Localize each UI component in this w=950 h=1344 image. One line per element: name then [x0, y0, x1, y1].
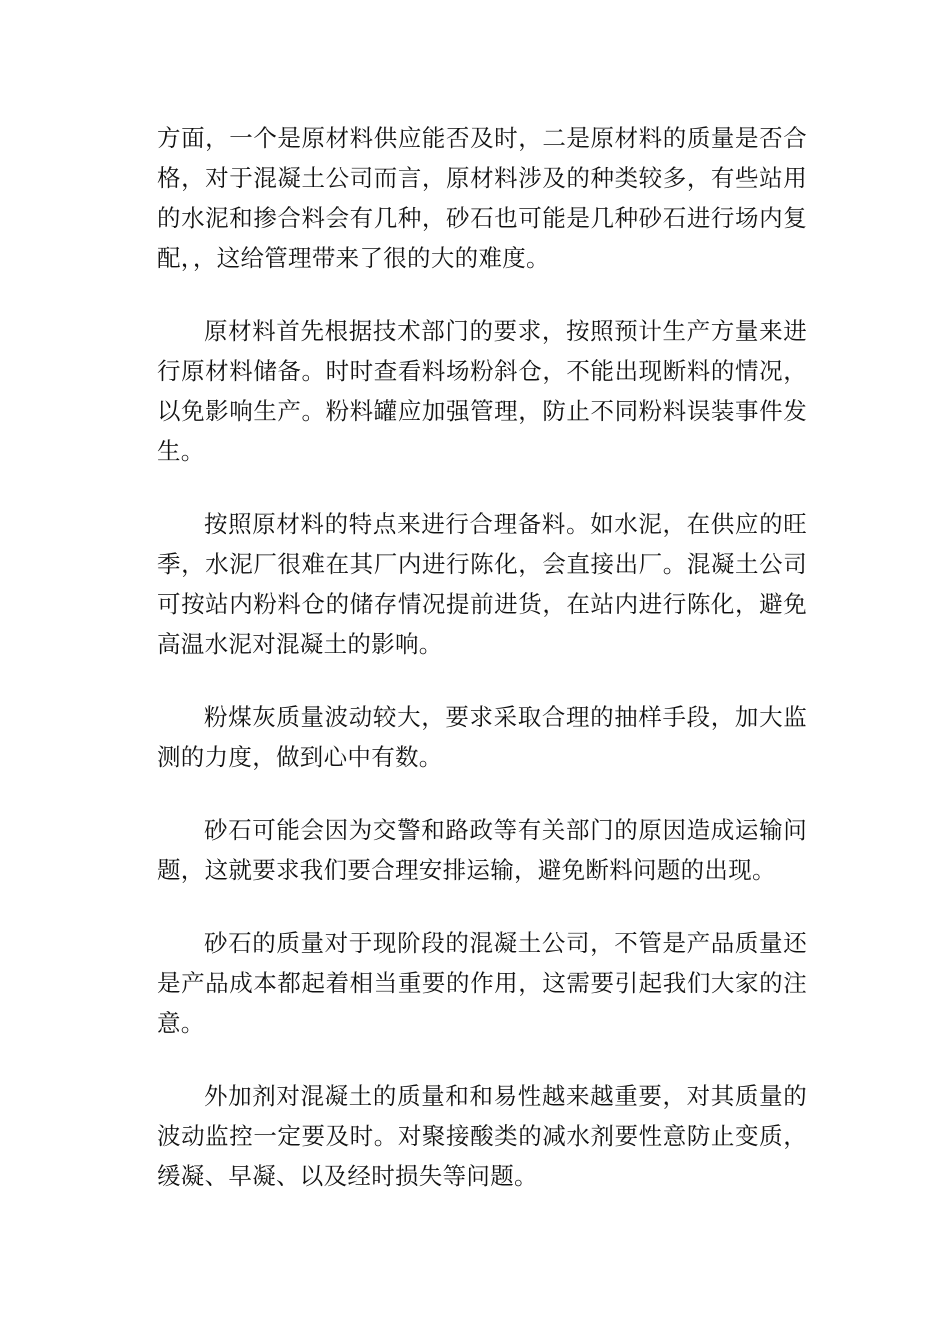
- paragraph: 原材料首先根据技术部门的要求，按照预计生产方量来进行原材料储备。时时查看料场粉斜仓，不能出现断料的情况，以免影响生产。粉料罐应加强管理，防止不同粉料误装事件发生。: [157, 317, 807, 465]
- paragraph: 砂石的质量对于现阶段的混凝土公司，不管是产品质量还是产品成本都起着相当重要的作用，这需要引起我们大家的注意。: [157, 929, 807, 1037]
- paragraph: 砂石可能会因为交警和路政等有关部门的原因造成运输问题，这就要求我们要合理安排运输，避免断料问题的出现。: [157, 816, 807, 884]
- document-body: [157, 118, 807, 1229]
- paragraph: 粉煤灰质量波动较大，要求采取合理的抽样手段，加大监测的力度，做到心中有数。: [157, 703, 807, 771]
- paragraph: 按照原材料的特点来进行合理备料。如水泥，在供应的旺季，水泥厂很难在其厂内进行陈化，会直接出厂。混凝土公司可按站内粉料仓的储存情况提前进货，在站内进行陈化，避免高温水泥对混凝土的影响。: [157, 510, 807, 658]
- paragraph: 方面，一个是原材料供应能否及时，二是原材料的质量是否合格，对于混凝土公司而言，原材料涉及的种类较多，有些站用的水泥和掺合料会有几种，砂石也可能是几种砂石进行场内复配，，这给管理带来了很的大的难度。: [157, 124, 807, 272]
- paragraph: 外加剂对混凝土的质量和和易性越来越重要，对其质量的波动监控一定要及时。对聚接酸类的减水剂要性意防止变质，缓凝、早凝、以及经时损失等问题。: [157, 1082, 807, 1190]
